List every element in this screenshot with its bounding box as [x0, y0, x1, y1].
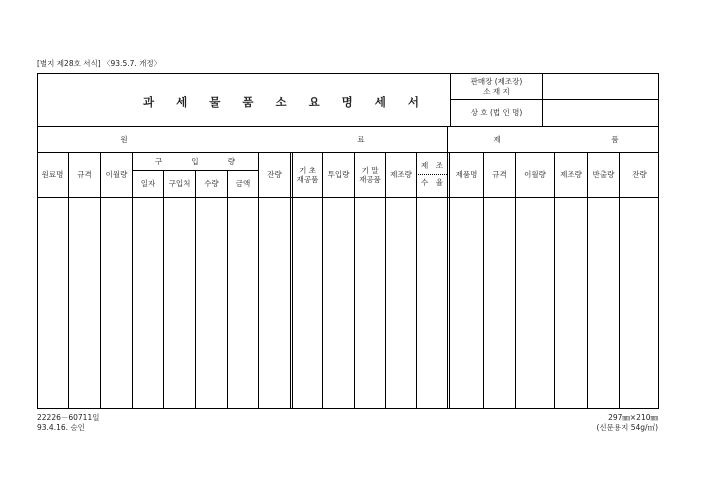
section-raw-left: 원 — [120, 134, 128, 144]
seller-place-label — [451, 74, 542, 99]
paper-size: 297㎜×210㎜ — [608, 413, 658, 422]
form-code: 22226－60711일 — [37, 413, 100, 422]
col-raw-name: 원료명 — [41, 170, 64, 180]
approval-date: 93.4.16. 승인 — [37, 423, 85, 432]
col-beginning-wip-line2: 재공품 — [296, 175, 319, 184]
col-yield-top-a: 제 — [421, 161, 429, 171]
section-raw-right: 료 — [357, 134, 365, 144]
header-bottom-line — [37, 126, 659, 127]
col-input-qty: 투입량 — [327, 170, 350, 180]
col-yield-bot-b: 율 — [435, 178, 443, 188]
col-date: 일자 — [140, 179, 156, 189]
col-ending-wip-line1: 기 말 — [361, 165, 379, 175]
col-yield-bot-a: 수 — [421, 178, 429, 188]
paper-spec: (신문용지 54g/㎡) — [596, 423, 658, 432]
col-ending-wip-line2: 재공품 — [359, 175, 381, 184]
col-beginning-wip — [293, 153, 322, 197]
section-product-left: 제 — [493, 134, 501, 144]
col-beginning-wip-line1: 기 초 — [299, 165, 316, 175]
col-product-spec: 규격 — [492, 170, 507, 180]
entry-table-body[interactable] — [38, 198, 658, 408]
col-remaining: 잔량 — [267, 170, 282, 180]
col-manufactured: 제조량 — [390, 170, 412, 180]
col-purchase-char-1: 구 — [155, 156, 163, 166]
trade-name-field[interactable] — [543, 100, 658, 126]
form-label: [별지 제28호 서식] 〈93.5.7. 개정〉 — [37, 59, 162, 68]
col-purchase-from: 구입처 — [168, 179, 191, 189]
col-purchase-char-3: 량 — [227, 156, 235, 166]
col-quantity: 수량 — [204, 179, 219, 189]
col-product-manufactured: 제조량 — [560, 170, 582, 180]
col-spec: 규격 — [77, 170, 92, 180]
col-yield-top — [421, 160, 443, 172]
col-yield-bottom — [421, 177, 443, 189]
col-purchase-group — [155, 153, 235, 170]
col-carry-over: 이월량 — [105, 170, 128, 180]
yield-split-line — [416, 174, 447, 176]
col-yield-top-b: 조 — [435, 161, 443, 171]
seller-place-label-bottom: 소 재 지 — [483, 86, 510, 96]
document-title: 과 세 물 품 소 요 명 세 서 — [143, 95, 429, 109]
col-amount: 금액 — [235, 179, 251, 189]
seller-place-field[interactable] — [543, 74, 658, 99]
col-product-name: 제품명 — [455, 170, 478, 180]
col-product-remaining: 잔량 — [632, 170, 647, 180]
col-ending-wip — [355, 153, 385, 197]
col-product-carry-over: 이월량 — [524, 170, 546, 180]
col-product-shipped: 반출량 — [592, 170, 615, 180]
trade-name-label: 상 호 (법 인 명) — [470, 108, 523, 118]
section-product-right: 품 — [611, 134, 619, 144]
seller-place-label-top: 판매장 (제조장) — [470, 77, 523, 87]
col-purchase-char-2: 입 — [191, 156, 199, 166]
